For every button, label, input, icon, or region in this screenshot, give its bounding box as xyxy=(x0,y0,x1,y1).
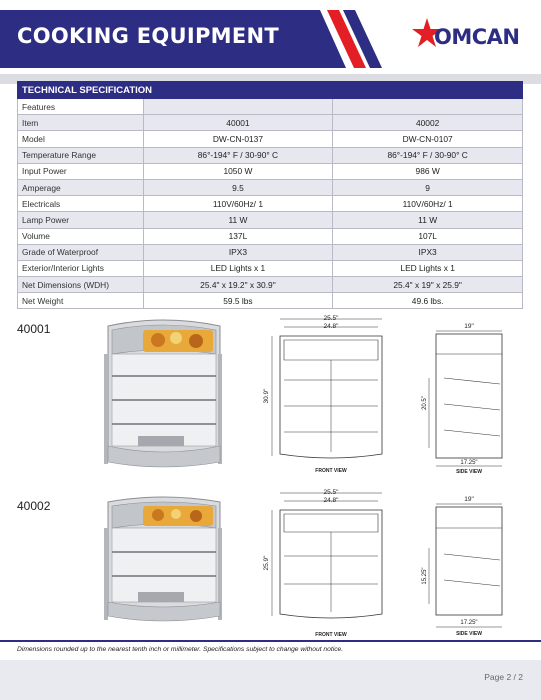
logo-text: OMCAN xyxy=(434,25,520,49)
row-label: Grade of Waterproof xyxy=(18,244,144,260)
front-view-drawing-40001 xyxy=(262,314,392,477)
side-view-caption-40001: SIDE VIEW xyxy=(456,469,482,475)
spec-table xyxy=(17,81,523,309)
front-height-40002: 25.9" xyxy=(263,555,270,571)
side-base-40002: 17.25" xyxy=(460,620,478,626)
value-40002: 9 xyxy=(333,179,523,195)
value-40001: LED Lights x 1 xyxy=(143,260,333,276)
model-label-40002: 40002 xyxy=(17,499,51,513)
front-width-outer-40001: 25.5" xyxy=(323,315,339,322)
page-footer xyxy=(0,660,541,700)
row-label: Electricals xyxy=(18,196,144,212)
table-row xyxy=(18,212,523,228)
table-row xyxy=(18,147,523,163)
value-40002: DW-CN-0107 xyxy=(333,131,523,147)
value-40001: DW-CN-0137 xyxy=(143,131,333,147)
value-40002: 40002 xyxy=(333,115,523,131)
front-height-40001: 30.9" xyxy=(263,388,270,404)
product-photo-40002 xyxy=(98,494,228,628)
row-label: Volume xyxy=(18,228,144,244)
side-width-40002: 19" xyxy=(464,496,474,503)
row-label: Net Weight xyxy=(18,293,144,309)
row-label: Net Dimensions (WDH) xyxy=(18,277,144,293)
value-40001: IPX3 xyxy=(143,244,333,260)
value-40001 xyxy=(143,99,333,115)
value-40001: 1050 W xyxy=(143,163,333,179)
row-label: Lamp Power xyxy=(18,212,144,228)
table-row xyxy=(18,244,523,260)
value-40002: 86°-194° F / 30-90° C xyxy=(333,147,523,163)
page-number: Page 2 / 2 xyxy=(484,672,523,682)
side-width-40001: 19" xyxy=(464,323,474,330)
value-40002 xyxy=(333,99,523,115)
value-40002: LED Lights x 1 xyxy=(333,260,523,276)
row-label: Input Power xyxy=(18,163,144,179)
front-view-caption-40002: FRONT VIEW xyxy=(315,632,347,638)
table-row xyxy=(18,228,523,244)
row-label: Amperage xyxy=(18,179,144,195)
model-label-40001: 40001 xyxy=(17,322,51,336)
value-40001: 25.4" x 19.2" x 30.9" xyxy=(143,277,333,293)
side-base-40001: 17.25" xyxy=(460,460,478,466)
value-40001: 59.5 lbs xyxy=(143,293,333,309)
value-40002: IPX3 xyxy=(333,244,523,260)
side-view-drawing-40001 xyxy=(424,318,510,478)
product-photo-40001 xyxy=(98,316,228,474)
front-width-inner-40002: 24.8" xyxy=(323,497,339,504)
side-view-caption-40002: SIDE VIEW xyxy=(456,631,482,637)
value-40002: 49.6 lbs. xyxy=(333,293,523,309)
table-row xyxy=(18,260,523,276)
front-view-drawing-40002 xyxy=(262,486,392,642)
value-40001: 86°-194° F / 30-90° C xyxy=(143,147,333,163)
front-width-inner-40001: 24.8" xyxy=(323,323,339,330)
table-row xyxy=(18,179,523,195)
value-40001: 11 W xyxy=(143,212,333,228)
side-height-40001: 20.5" xyxy=(422,396,428,410)
row-label: Temperature Range xyxy=(18,147,144,163)
table-row xyxy=(18,99,523,115)
spec-table-heading-row xyxy=(18,82,523,99)
value-40002: 11 W xyxy=(333,212,523,228)
value-40001: 40001 xyxy=(143,115,333,131)
footnote: Dimensions rounded up to the nearest tenth inch or millimeter. Specifications subject to change without notice. xyxy=(17,646,344,653)
front-width-outer-40002: 25.5" xyxy=(323,489,339,496)
page-title: COOKING EQUIPMENT xyxy=(17,24,280,48)
row-label: Exterior/Interior Lights xyxy=(18,260,144,276)
table-row xyxy=(18,196,523,212)
value-40002: 110V/60Hz/ 1 xyxy=(333,196,523,212)
row-label: Model xyxy=(18,131,144,147)
side-view-drawing-40002 xyxy=(424,492,510,640)
footer-rule xyxy=(0,640,541,642)
side-height-40002: 15.25" xyxy=(422,567,428,585)
page-header xyxy=(0,0,541,74)
spec-table-heading: TECHNICAL SPECIFICATION xyxy=(18,82,523,99)
value-40002: 107L xyxy=(333,228,523,244)
value-40002: 25.4" x 19" x 25.9" xyxy=(333,277,523,293)
value-40001: 9.5 xyxy=(143,179,333,195)
row-label: Item xyxy=(18,115,144,131)
table-row xyxy=(18,115,523,131)
value-40001: 137L xyxy=(143,228,333,244)
front-view-caption-40001: FRONT VIEW xyxy=(315,468,347,474)
table-row xyxy=(18,131,523,147)
value-40002: 986 W xyxy=(333,163,523,179)
value-40001: 110V/60Hz/ 1 xyxy=(143,196,333,212)
row-label: Features xyxy=(18,99,144,115)
table-row xyxy=(18,277,523,293)
table-row xyxy=(18,293,523,309)
table-row xyxy=(18,163,523,179)
